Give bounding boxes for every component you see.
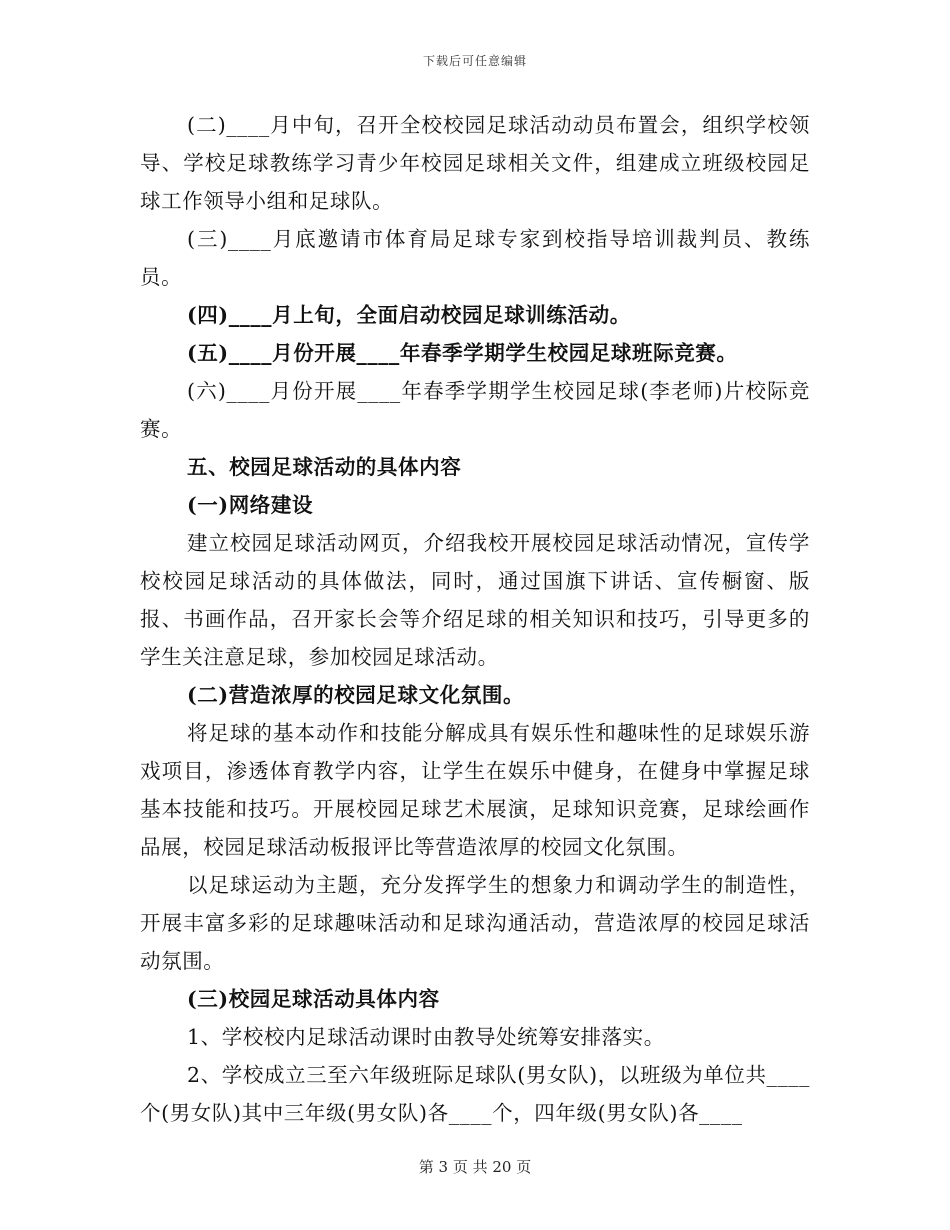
paragraph-2: (三)____月底邀请市体育局足球专家到校指导培训裁判员、教练员。 (140, 227, 810, 289)
paragraph-culture-2: 以足球运动为主题，充分发挥学生的想象力和调动学生的制造性，开展丰富多彩的足球趣味活动和足球沟通活动，营造浓厚的校园足球活动氛围。 (140, 873, 810, 973)
paragraph-culture-1: 将足球的基本动作和技能分解成具有娱乐性和趣味性的足球娱乐游戏项目，渗透体育教学内容，让学生在娱乐中健身，在健身中掌握足球基本技能和技巧。开展校园足球艺术展演，足球知识竞赛，足球绘画作品展，校园足球活动板报评比等营造浓厚的校园文化氛围。 (140, 721, 810, 859)
subheading-content: (三)校园足球活动具体内容 (187, 987, 440, 1011)
page-header: 下载后可任意编辑 (422, 54, 527, 68)
paragraph-item-1: 1、学校校内足球活动课时由教导处统筹安排落实。 (187, 1025, 665, 1049)
subheading-culture: (二)营造浓厚的校园足球文化氛围。 (187, 683, 525, 707)
page-footer: 第 3 页 共 20 页 (418, 1158, 532, 1176)
document-body (140, 106, 810, 1132)
section-heading: 五、校园足球活动的具体内容 (187, 455, 462, 479)
paragraph-item-2: 2、学校成立三至六年级班际足球队(男女队)，以班级为单位共____个(男女队)其中三年级(男女队)各____个，四年级(男女队)各____ (140, 1063, 810, 1125)
paragraph-4: (五)____月份开展____年春季学期学生校园足球班际竞赛。 (187, 341, 738, 365)
subheading-network: (一)网络建设 (187, 493, 314, 517)
paragraph-1: (二)____月中旬，召开全校校园足球活动动员布置会，组织学校领导、学校足球教练学习青少年校园足球相关文件，组建成立班级校园足球工作领导小组和足球队。 (140, 113, 810, 213)
paragraph-network: 建立校园足球活动网页，介绍我校开展校园足球活动情况，宣传学校校园足球活动的具体做法，同时，通过国旗下讲话、宣传橱窗、版报、书画作品，召开家长会等介绍足球的相关知识和技巧，引导更多的学生关注意足球，参加校园足球活动。 (140, 531, 810, 669)
paragraph-5: (六)____月份开展____年春季学期学生校园足球(李老师)片校际竞赛。 (140, 379, 810, 441)
paragraph-3: (四)____月上旬，全面启动校园足球训练活动。 (187, 303, 631, 327)
